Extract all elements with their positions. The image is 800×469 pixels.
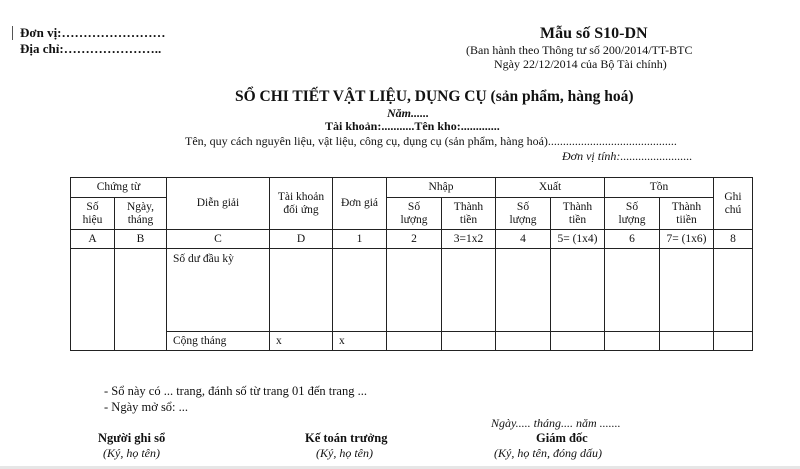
code-cell: 2 [387, 230, 442, 249]
total-description-cell: Cộng tháng [167, 332, 270, 351]
date-line: Ngày..... tháng.... năm ....... [491, 416, 621, 430]
total-unit-price-cell: x [333, 332, 387, 351]
note-cell[interactable] [714, 249, 753, 332]
stock-amount-cell[interactable] [660, 249, 714, 332]
code-cell: B [115, 230, 167, 249]
code-cell: 1 [333, 230, 387, 249]
unit-label: Đơn vị:…………………… [20, 25, 166, 40]
contra-account-cell[interactable] [270, 249, 333, 332]
stock-header: Tồn [605, 178, 714, 198]
code-cell: 6 [605, 230, 660, 249]
unit-price-cell[interactable] [333, 249, 387, 332]
ledger-table [70, 177, 753, 351]
voucher-header: Chứng từ [71, 178, 167, 198]
import-header: Nhập [387, 178, 496, 198]
stock-amount-header: Thành tiiền [660, 198, 714, 230]
issued-by-line1: (Ban hành theo Thông tư số 200/2014/TT-BTC [466, 43, 693, 57]
open-date-note: - Ngày mở sổ: ... [104, 400, 189, 414]
table-row [71, 249, 753, 332]
year-line: Năm...... [387, 106, 429, 120]
form-code: Mẫu số S10-DN [540, 25, 648, 42]
stock-qty-header: Số lượng [605, 198, 660, 230]
voucher-no-header: Số hiệu [71, 198, 115, 230]
cursor-bar [12, 26, 13, 40]
export-amount-header: Thành tiền [551, 198, 605, 230]
total-import-amount-cell[interactable] [442, 332, 496, 351]
export-header: Xuất [496, 178, 605, 198]
total-stock-qty-cell[interactable] [605, 332, 660, 351]
unit-of-measure-line: Đơn vị tính:........................ [562, 149, 693, 163]
unit-price-header: Đơn giá [333, 178, 387, 230]
code-cell: C [167, 230, 270, 249]
total-stock-amount-cell[interactable] [660, 332, 714, 351]
voucher-date-header: Ngày, tháng [115, 198, 167, 230]
total-note-cell[interactable] [714, 332, 753, 351]
contra-account-header: Tài khoản đối ứng [270, 178, 333, 230]
code-cell: 5= (1x4) [551, 230, 605, 249]
code-cell: A [71, 230, 115, 249]
code-cell: 4 [496, 230, 551, 249]
total-contra-account-cell: x [270, 332, 333, 351]
voucher-date-cell[interactable] [115, 249, 167, 351]
total-import-qty-cell[interactable] [387, 332, 442, 351]
export-qty-header: Số lượng [496, 198, 551, 230]
code-cell: 8 [714, 230, 753, 249]
signer-chief-accountant-title: Kế toán trưởng [305, 431, 388, 445]
import-amount-header: Thành tiền [442, 198, 496, 230]
total-export-qty-cell[interactable] [496, 332, 551, 351]
code-cell: 3=1x2 [442, 230, 496, 249]
header-row-1 [71, 178, 753, 198]
signer-recorder-title: Người ghi sổ [98, 431, 166, 445]
note-header: Ghi chú [714, 178, 753, 230]
signer-chief-accountant-sub: (Ký, họ tên) [316, 446, 373, 460]
page-count-note: - Sổ này có ... trang, đánh số từ trang 01 đến trang ... [104, 384, 367, 398]
description-header: Diễn giải [167, 178, 270, 230]
import-amount-cell[interactable] [442, 249, 496, 332]
total-row [71, 332, 753, 351]
address-label: Địa chỉ:………………….. [20, 41, 162, 56]
signer-director-title: Giám đốc [536, 431, 588, 445]
stock-qty-cell[interactable] [605, 249, 660, 332]
signer-recorder-sub: (Ký, họ tên) [103, 446, 160, 460]
import-qty-header: Số lượng [387, 198, 442, 230]
import-qty-cell[interactable] [387, 249, 442, 332]
spec-line: Tên, quy cách nguyên liệu, vật liệu, công cụ, dụng cụ (sản phẩm, hàng hoá)........................................... [185, 134, 677, 148]
code-cell: D [270, 230, 333, 249]
code-cell: 7= (1x6) [660, 230, 714, 249]
total-export-amount-cell[interactable] [551, 332, 605, 351]
export-amount-cell[interactable] [551, 249, 605, 332]
account-line: Tài khoản:...........Tên kho:............. [325, 119, 500, 133]
document-title: SỔ CHI TIẾT VẬT LIỆU, DỤNG CỤ (sản phẩm, hàng hoá) [235, 88, 634, 105]
signer-director-sub: (Ký, họ tên, đóng dấu) [494, 446, 602, 460]
voucher-no-cell[interactable] [71, 249, 115, 351]
export-qty-cell[interactable] [496, 249, 551, 332]
code-row [71, 230, 753, 249]
description-cell[interactable]: Số dư đầu kỳ [167, 249, 270, 332]
issued-by-line2: Ngày 22/12/2014 của Bộ Tài chính) [494, 57, 667, 71]
